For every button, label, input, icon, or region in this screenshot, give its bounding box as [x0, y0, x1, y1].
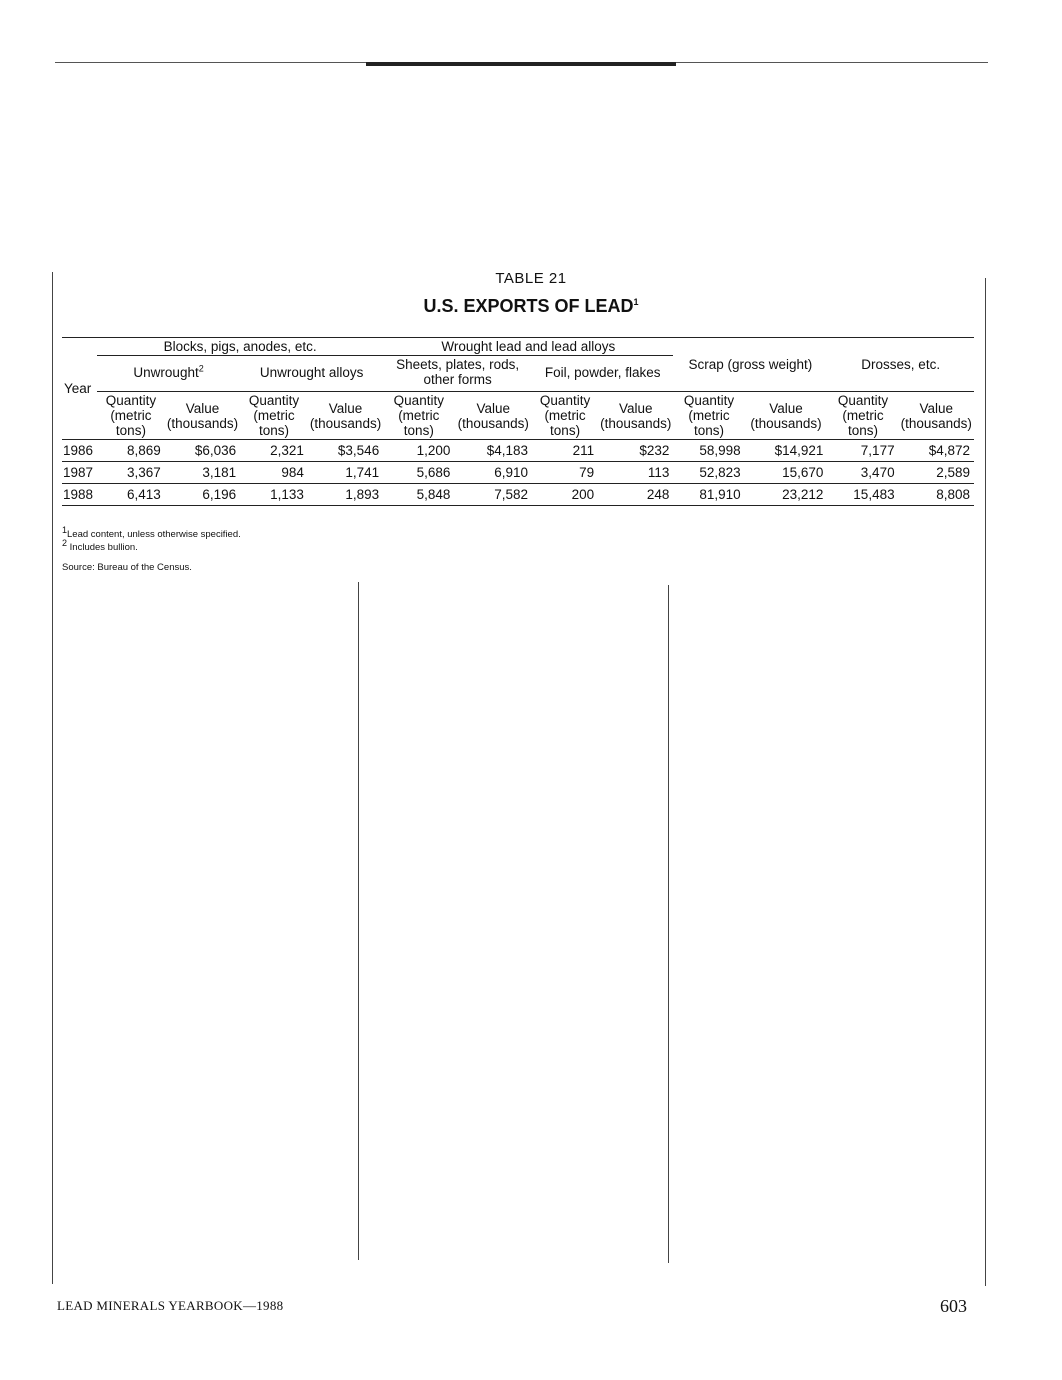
table-cell: 58,998 [673, 440, 744, 462]
header-blocks: Blocks, pigs, anodes, etc. [97, 338, 383, 356]
header-quantity: Quantity (metric tons) [837, 393, 889, 438]
table-cell: 5,686 [383, 462, 454, 484]
table-cell: 211 [532, 440, 598, 462]
table-cell: 79 [532, 462, 598, 484]
exports-table [62, 337, 974, 506]
table-cell: 200 [532, 484, 598, 506]
table-cell: 8,869 [97, 440, 165, 462]
header-value: Value (thousands) [750, 400, 822, 431]
header-foil: Foil, powder, flakes [532, 356, 673, 392]
footnote-1-mark: 1 [62, 524, 68, 535]
table-cell: 15,483 [827, 484, 898, 506]
table-cell: 3,367 [97, 462, 165, 484]
table-cell: $4,183 [454, 440, 532, 462]
table-row [62, 462, 974, 484]
unwrought-footnote-mark: 2 [198, 363, 204, 373]
page-number: 603 [940, 1296, 967, 1316]
header-wrought: Wrought lead and lead alloys [383, 338, 673, 356]
year-cell: 1987 [62, 462, 97, 484]
table-cell: 984 [240, 462, 308, 484]
table-cell: 1,893 [308, 484, 383, 506]
header-quantity: Quantity (metric tons) [248, 393, 300, 438]
table-cell: 1,133 [240, 484, 308, 506]
table-cell: 3,470 [827, 462, 898, 484]
table-cell: $3,546 [308, 440, 383, 462]
column-divider-middle-1 [358, 582, 359, 1260]
table-cell: 248 [598, 484, 673, 506]
table-cell: 15,670 [745, 462, 828, 484]
table-cell: $6,036 [165, 440, 240, 462]
header-quantity: Quantity (metric tons) [683, 393, 735, 438]
source-note: Source: Bureau of the Census. [62, 562, 192, 573]
header-rule-bold [366, 62, 676, 66]
table-cell: 81,910 [673, 484, 744, 506]
year-cell: 1986 [62, 440, 97, 462]
table-cell: 3,181 [165, 462, 240, 484]
table-row [62, 484, 974, 506]
header-value: Value (thousands) [457, 400, 529, 431]
table-caption: TABLE 21 [495, 270, 567, 287]
header-unwrought: Unwrought$^2$ [97, 356, 240, 392]
header-scrap: Scrap (gross weight) [673, 338, 827, 392]
column-divider-left [52, 272, 53, 1284]
header-quantity: Quantity (metric tons) [105, 393, 157, 438]
table-cell: $14,921 [745, 440, 828, 462]
header-unwrought-alloys: Unwrought alloys [240, 356, 383, 392]
table-cell: 5,848 [383, 484, 454, 506]
header-value: Value (thousands) [309, 400, 382, 431]
column-divider-middle-2 [668, 585, 669, 1263]
table-cell: 52,823 [673, 462, 744, 484]
table-cell: 6,910 [454, 462, 532, 484]
table-cell: 1,200 [383, 440, 454, 462]
table-cell: 7,177 [827, 440, 898, 462]
table-cell: 6,413 [97, 484, 165, 506]
footnote-1: $^1$Lead content, unless otherwise specified. [62, 524, 241, 540]
table-cell: 6,196 [165, 484, 240, 506]
header-value: Value (thousands) [900, 400, 972, 431]
year-cell: 1988 [62, 484, 97, 506]
table-cell: 1,741 [308, 462, 383, 484]
footnote-2-mark: 2 [62, 537, 68, 548]
table-cell: 7,582 [454, 484, 532, 506]
running-footer: LEAD MINERALS YEARBOOK—1988 [57, 1298, 284, 1313]
header-value: Value (thousands) [600, 400, 672, 431]
table-cell: $4,872 [899, 440, 974, 462]
table-row [62, 440, 974, 462]
table-cell: 8,808 [899, 484, 974, 506]
header-year: Year [62, 338, 97, 440]
table-cell: $232 [598, 440, 673, 462]
header-value: Value (thousands) [166, 400, 239, 431]
table-cell: 23,212 [745, 484, 828, 506]
table-cell: 2,589 [899, 462, 974, 484]
table-title: U.S. EXPORTS OF LEAD$^1$ [423, 296, 639, 316]
header-quantity: Quantity (metric tons) [393, 393, 444, 438]
header-quantity: Quantity (metric tons) [539, 393, 591, 438]
table-cell: 113 [598, 462, 673, 484]
header-drosses: Drosses, etc. [827, 338, 974, 392]
header-sheets: Sheets, plates, rods, other forms [383, 356, 532, 392]
footnote-2: $^2$ Includes bullion. [62, 537, 138, 553]
title-footnote-mark: 1 [633, 297, 639, 307]
column-divider-right [985, 278, 986, 1286]
table-cell: 2,321 [240, 440, 308, 462]
